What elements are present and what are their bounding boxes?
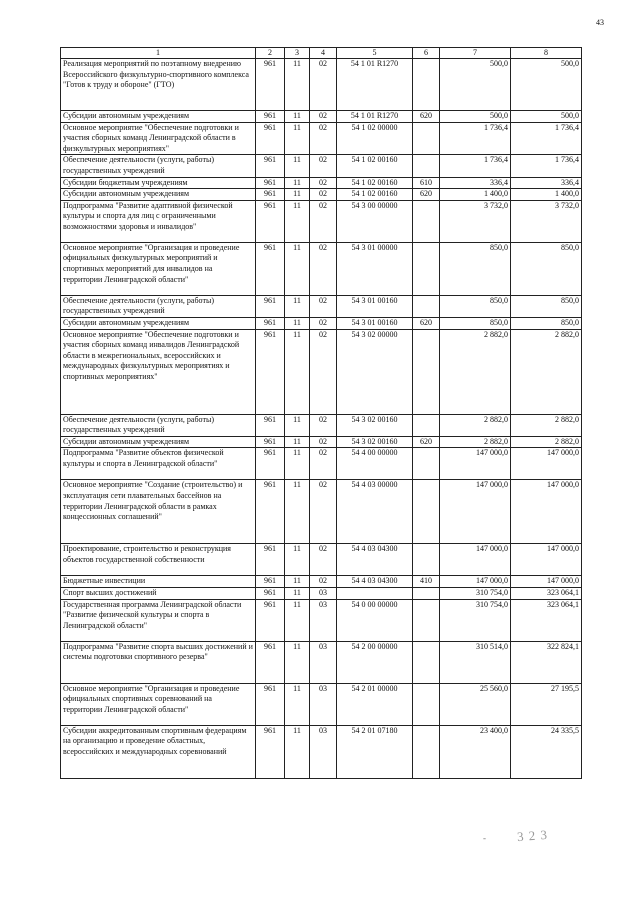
cell-grbs: 961 <box>256 414 285 436</box>
cell-name: Субсидии автономным учреждениям <box>61 317 256 329</box>
cell-v2: 336,4 <box>511 177 582 189</box>
cell-grbs: 961 <box>256 200 285 242</box>
cell-csr: 54 1 02 00160 <box>337 189 413 201</box>
cell-v2: 3 732,0 <box>511 200 582 242</box>
header-col-7: 7 <box>440 48 511 59</box>
header-col-8: 8 <box>511 48 582 59</box>
cell-vr: 620 <box>413 189 440 201</box>
cell-v1: 2 882,0 <box>440 414 511 436</box>
header-col-6: 6 <box>413 48 440 59</box>
budget-table <box>60 47 582 779</box>
cell-csr: 54 3 02 00160 <box>337 414 413 436</box>
cell-v2: 147 000,0 <box>511 576 582 588</box>
cell-v1: 147 000,0 <box>440 576 511 588</box>
cell-csr: 54 2 01 00000 <box>337 683 413 725</box>
table-row <box>61 177 582 189</box>
cell-csr: 54 3 01 00000 <box>337 242 413 295</box>
cell-rz: 11 <box>285 200 310 242</box>
cell-v2: 1 736,4 <box>511 122 582 155</box>
cell-v1: 147 000,0 <box>440 480 511 544</box>
table-row <box>61 122 582 155</box>
cell-grbs: 961 <box>256 725 285 778</box>
cell-name: Государственная программа Ленинградской области "Развитие физической культуры и спорта в Ленинградской области" <box>61 599 256 641</box>
cell-v2: 850,0 <box>511 317 582 329</box>
cell-grbs: 961 <box>256 544 285 576</box>
cell-vr <box>413 122 440 155</box>
cell-rz: 11 <box>285 576 310 588</box>
cell-v2: 27 195,5 <box>511 683 582 725</box>
cell-csr: 54 3 02 00160 <box>337 436 413 448</box>
table-row <box>61 414 582 436</box>
cell-name: Основное мероприятие "Организация и проведение официальных спортивных соревнований на территории Ленинградской области" <box>61 683 256 725</box>
table-header-row <box>61 48 582 59</box>
table-row <box>61 155 582 177</box>
table-row <box>61 599 582 641</box>
cell-name: Основное мероприятие "Обеспечение подготовки и участия сборных команд инвалидов Ленинградской области в межрегиональных, всероссийских и международных физкультурных мероприятиях и спортивных мероприятиях" <box>61 329 256 414</box>
table-row <box>61 329 582 414</box>
table-row <box>61 242 582 295</box>
cell-vr <box>413 544 440 576</box>
cell-grbs: 961 <box>256 599 285 641</box>
cell-vr <box>413 414 440 436</box>
cell-grbs: 961 <box>256 448 285 480</box>
table-row <box>61 111 582 123</box>
cell-v2: 850,0 <box>511 295 582 317</box>
cell-pr: 02 <box>310 544 337 576</box>
table-row <box>61 200 582 242</box>
header-col-2: 2 <box>256 48 285 59</box>
cell-grbs: 961 <box>256 317 285 329</box>
cell-rz: 11 <box>285 414 310 436</box>
cell-name: Бюджетные инвестиции <box>61 576 256 588</box>
cell-name: Субсидии автономным учреждениям <box>61 111 256 123</box>
cell-pr: 02 <box>310 177 337 189</box>
cell-v2: 2 882,0 <box>511 329 582 414</box>
cell-csr <box>337 587 413 599</box>
cell-v1: 336,4 <box>440 177 511 189</box>
cell-rz: 11 <box>285 448 310 480</box>
cell-pr: 02 <box>310 155 337 177</box>
cell-csr: 54 1 02 00160 <box>337 177 413 189</box>
cell-vr: 620 <box>413 111 440 123</box>
cell-csr: 54 3 01 00160 <box>337 317 413 329</box>
header-col-5: 5 <box>337 48 413 59</box>
cell-rz: 11 <box>285 587 310 599</box>
cell-grbs: 961 <box>256 59 285 111</box>
cell-v2: 147 000,0 <box>511 448 582 480</box>
cell-v1: 3 732,0 <box>440 200 511 242</box>
cell-v2: 323 064,1 <box>511 599 582 641</box>
cell-vr <box>413 329 440 414</box>
cell-rz: 11 <box>285 480 310 544</box>
cell-csr: 54 1 01 R1270 <box>337 111 413 123</box>
cell-csr: 54 4 03 00000 <box>337 480 413 544</box>
table-row <box>61 587 582 599</box>
cell-pr: 02 <box>310 414 337 436</box>
cell-csr: 54 4 00 00000 <box>337 448 413 480</box>
cell-pr: 02 <box>310 59 337 111</box>
cell-name: Субсидии аккредитованным спортивным федерациям на организацию и проведение областных, всероссийских и международных соревнований <box>61 725 256 778</box>
cell-name: Реализация мероприятий по поэтапному внедрению Всероссийского физкультурно-спортивного комплекса "Готов к труду и обороне" (ГТО) <box>61 59 256 111</box>
cell-vr <box>413 599 440 641</box>
cell-name: Субсидии бюджетным учреждениям <box>61 177 256 189</box>
cell-rz: 11 <box>285 242 310 295</box>
cell-v1: 1 736,4 <box>440 155 511 177</box>
cell-rz: 11 <box>285 177 310 189</box>
table-row <box>61 641 582 683</box>
cell-rz: 11 <box>285 295 310 317</box>
cell-v1: 850,0 <box>440 295 511 317</box>
cell-csr: 54 2 00 00000 <box>337 641 413 683</box>
cell-v2: 24 335,5 <box>511 725 582 778</box>
cell-vr <box>413 480 440 544</box>
cell-rz: 11 <box>285 155 310 177</box>
cell-v1: 25 560,0 <box>440 683 511 725</box>
cell-grbs: 961 <box>256 587 285 599</box>
cell-name: Субсидии автономным учреждениям <box>61 189 256 201</box>
cell-name: Субсидии автономным учреждениям <box>61 436 256 448</box>
cell-rz: 11 <box>285 725 310 778</box>
cell-v1: 310 514,0 <box>440 641 511 683</box>
table-row <box>61 436 582 448</box>
table-row <box>61 725 582 778</box>
cell-csr: 54 1 02 00000 <box>337 122 413 155</box>
cell-rz: 11 <box>285 122 310 155</box>
cell-csr: 54 3 01 00160 <box>337 295 413 317</box>
table-row <box>61 480 582 544</box>
cell-rz: 11 <box>285 436 310 448</box>
cell-pr: 03 <box>310 683 337 725</box>
cell-pr: 02 <box>310 295 337 317</box>
table-row <box>61 448 582 480</box>
cell-grbs: 961 <box>256 177 285 189</box>
cell-v2: 2 882,0 <box>511 436 582 448</box>
cell-vr: 620 <box>413 436 440 448</box>
footer-dash: - <box>483 833 486 843</box>
cell-pr: 02 <box>310 122 337 155</box>
cell-grbs: 961 <box>256 641 285 683</box>
table-row <box>61 295 582 317</box>
cell-v2: 1 400,0 <box>511 189 582 201</box>
cell-name: Подпрограмма "Развитие объектов физической культуры и спорта в Ленинградской области" <box>61 448 256 480</box>
cell-csr: 54 2 01 07180 <box>337 725 413 778</box>
cell-grbs: 961 <box>256 436 285 448</box>
cell-csr: 54 3 02 00000 <box>337 329 413 414</box>
cell-rz: 11 <box>285 544 310 576</box>
cell-name: Проектирование, строительство и реконструкция объектов государственной собственности <box>61 544 256 576</box>
cell-v2: 1 736,4 <box>511 155 582 177</box>
cell-vr <box>413 725 440 778</box>
cell-v1: 500,0 <box>440 59 511 111</box>
cell-vr: 620 <box>413 317 440 329</box>
cell-vr: 410 <box>413 576 440 588</box>
cell-pr: 03 <box>310 641 337 683</box>
cell-v1: 310 754,0 <box>440 587 511 599</box>
cell-vr <box>413 448 440 480</box>
header-col-3: 3 <box>285 48 310 59</box>
cell-grbs: 961 <box>256 242 285 295</box>
cell-grbs: 961 <box>256 111 285 123</box>
cell-v1: 147 000,0 <box>440 448 511 480</box>
cell-vr <box>413 155 440 177</box>
cell-v1: 500,0 <box>440 111 511 123</box>
cell-v1: 1 400,0 <box>440 189 511 201</box>
table-row <box>61 317 582 329</box>
cell-name: Основное мероприятие "Организация и проведение официальных физкультурных мероприятий и спортивных мероприятий для инвалидов на территории Ленинградской области" <box>61 242 256 295</box>
cell-v1: 2 882,0 <box>440 436 511 448</box>
cell-vr <box>413 683 440 725</box>
cell-vr <box>413 59 440 111</box>
table-row <box>61 544 582 576</box>
cell-name: Обеспечение деятельности (услуги, работы) государственных учреждений <box>61 155 256 177</box>
cell-v2: 323 064,1 <box>511 587 582 599</box>
cell-pr: 02 <box>310 436 337 448</box>
cell-v1: 23 400,0 <box>440 725 511 778</box>
cell-vr <box>413 200 440 242</box>
cell-csr: 54 1 01 R1270 <box>337 59 413 111</box>
cell-csr: 54 0 00 00000 <box>337 599 413 641</box>
cell-v1: 2 882,0 <box>440 329 511 414</box>
cell-rz: 11 <box>285 329 310 414</box>
cell-rz: 11 <box>285 641 310 683</box>
cell-pr: 02 <box>310 448 337 480</box>
cell-pr: 02 <box>310 480 337 544</box>
cell-pr: 02 <box>310 317 337 329</box>
cell-v1: 147 000,0 <box>440 544 511 576</box>
table-body <box>61 59 582 779</box>
cell-grbs: 961 <box>256 329 285 414</box>
cell-rz: 11 <box>285 317 310 329</box>
cell-rz: 11 <box>285 599 310 641</box>
cell-grbs: 961 <box>256 155 285 177</box>
cell-vr <box>413 295 440 317</box>
cell-name: Обеспечение деятельности (услуги, работы) государственных учреждений <box>61 414 256 436</box>
cell-pr: 03 <box>310 599 337 641</box>
cell-name: Спорт высших достижений <box>61 587 256 599</box>
table-row <box>61 59 582 111</box>
cell-name: Основное мероприятие "Создание (строительство) и эксплуатация сети плавательных бассейнов на территории Ленинградской области в рамках концессионных соглашений" <box>61 480 256 544</box>
cell-pr: 02 <box>310 200 337 242</box>
cell-pr: 02 <box>310 111 337 123</box>
cell-v1: 310 754,0 <box>440 599 511 641</box>
cell-grbs: 961 <box>256 683 285 725</box>
cell-rz: 11 <box>285 189 310 201</box>
cell-pr: 02 <box>310 576 337 588</box>
cell-v2: 322 824,1 <box>511 641 582 683</box>
cell-name: Обеспечение деятельности (услуги, работы) государственных учреждений <box>61 295 256 317</box>
cell-v2: 500,0 <box>511 59 582 111</box>
table-row <box>61 189 582 201</box>
cell-v1: 850,0 <box>440 242 511 295</box>
cell-name: Основное мероприятие "Обеспечение подготовки и участия сборных команд Ленинградской области в физкультурных мероприятиях" <box>61 122 256 155</box>
cell-v2: 500,0 <box>511 111 582 123</box>
cell-vr <box>413 641 440 683</box>
cell-v2: 147 000,0 <box>511 544 582 576</box>
cell-rz: 11 <box>285 683 310 725</box>
cell-v2: 850,0 <box>511 242 582 295</box>
cell-v1: 850,0 <box>440 317 511 329</box>
cell-grbs: 961 <box>256 576 285 588</box>
cell-pr: 03 <box>310 587 337 599</box>
cell-v2: 2 882,0 <box>511 414 582 436</box>
table-row <box>61 576 582 588</box>
cell-rz: 11 <box>285 111 310 123</box>
cell-csr: 54 4 03 04300 <box>337 544 413 576</box>
header-col-4: 4 <box>310 48 337 59</box>
cell-pr: 02 <box>310 189 337 201</box>
cell-name: Подпрограмма "Развитие адаптивной физической культуры и спорта для лиц с ограниченными возможностями здоровья и инвалидов" <box>61 200 256 242</box>
cell-vr <box>413 242 440 295</box>
cell-grbs: 961 <box>256 122 285 155</box>
cell-grbs: 961 <box>256 295 285 317</box>
footer-stamp: 3 2 3 <box>516 826 549 845</box>
cell-v1: 1 736,4 <box>440 122 511 155</box>
cell-grbs: 961 <box>256 480 285 544</box>
cell-v2: 147 000,0 <box>511 480 582 544</box>
cell-vr: 610 <box>413 177 440 189</box>
cell-csr: 54 3 00 00000 <box>337 200 413 242</box>
cell-pr: 03 <box>310 725 337 778</box>
cell-grbs: 961 <box>256 189 285 201</box>
cell-pr: 02 <box>310 242 337 295</box>
cell-csr: 54 4 03 04300 <box>337 576 413 588</box>
header-col-1: 1 <box>61 48 256 59</box>
table-row <box>61 683 582 725</box>
cell-rz: 11 <box>285 59 310 111</box>
cell-name: Подпрограмма "Развитие спорта высших достижений и системы подготовки спортивного резерва" <box>61 641 256 683</box>
page-number: 43 <box>596 18 604 27</box>
cell-pr: 02 <box>310 329 337 414</box>
cell-vr <box>413 587 440 599</box>
cell-csr: 54 1 02 00160 <box>337 155 413 177</box>
